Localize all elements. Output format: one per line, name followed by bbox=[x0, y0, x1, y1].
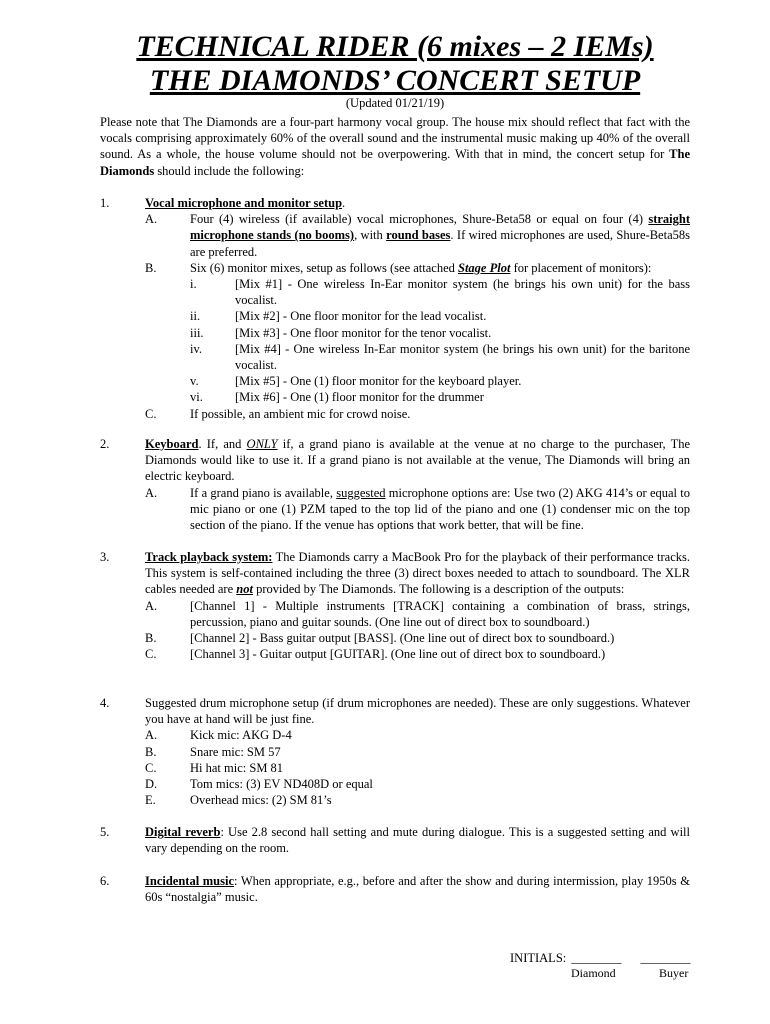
section-heading: Vocal microphone and monitor setup bbox=[145, 196, 343, 210]
section-number: 5. bbox=[100, 825, 110, 839]
list-item: B. Snare mic: SM 57 bbox=[145, 744, 281, 759]
list-item: A. Kick mic: AKG D-4 bbox=[145, 728, 292, 743]
list-item: A. [Channel 1] - Multiple instruments [TRACK] containing a combination of brass, strings, percussion, piano and guitar sounds. (One line out of direct box to soundboard.) bbox=[145, 598, 690, 629]
intro-paragraph: Please note that The Diamonds are a four-part harmony vocal group. The house mix should reflect that fact with the vocals comprising approximately 60% of the overall sound and the instrumental music making up 40% of the overall sound. As a whole, the house volume should not be overpowering. With that in mind, the concert setup for The Diamonds should include the following: bbox=[100, 115, 690, 178]
stage-plot-reference: Stage Plot bbox=[458, 260, 511, 275]
section-number: 4. bbox=[100, 696, 110, 710]
list-item: C. Hi hat mic: SM 81 bbox=[145, 760, 284, 775]
section-heading: Keyboard bbox=[145, 437, 199, 451]
list-item: D. Tom mics: (3) EV ND408D or equal bbox=[145, 777, 373, 792]
title-line-2: THE DIAMONDS’ CONCERT SETUP bbox=[149, 64, 641, 97]
title-line-1: TECHNICAL RIDER (6 mixes – 2 IEMs) bbox=[136, 30, 654, 63]
section-number: 2. bbox=[100, 437, 110, 451]
list-item: B. Six (6) monitor mixes, setup as follows (see attached Stage Plot for placement of monitors): bbox=[145, 260, 652, 275]
list-subitem: ii. [Mix #2] - One floor monitor for the lead vocalist. bbox=[190, 309, 487, 324]
section-track-playback: 3. Track playback system: The Diamonds carry a MacBook Pro for the playback of their performance tracks. This system is self-contained including the three (3) direct boxes needed to attach to soundboard. The XLR cables needed are not provided by The Diamonds. The following is a description of the outputs: A. [Channel 1] - Multiple instruments [TRACK] containing a combination of brass, strings, percussion, piano and guitar sounds. (One line out of direct box to soundboard.) B. [Channel 2] - Bass guitar output [BASS]. (One line out of direct box to soundboard.) C. [Channel 3] - Guitar output [GUITAR]. (One line out of direct box to soundboard.) bbox=[100, 550, 690, 662]
initials-line bbox=[510, 950, 691, 966]
initials-blank-buyer[interactable]: ________ bbox=[640, 951, 691, 965]
section-vocal-setup: 1. Vocal microphone and monitor setup. A. Four (4) wireless (if available) vocal microphones, Shure-Beta58 or equal on four (4) straight microphone stands (no booms), with round bases. If wired microphones are used, Shure-Beta58s are preferred. B. Six (6) monitor mixes, setup as follows (see attached Stage Plot for placement of monitors): i. [Mix #1] - One wireless In-Ear monitor system (he brings his own unit) for the bass vocalist. ii. [Mix #2] - One floor monitor for the lead vocalist. iii. [Mix #3] - One floor monitor for the tenor vocalist. iv. [Mix #4] - One wireless In-Ear monitor system (he brings his own unit) for the baritone vocalist. v. [Mix #5] - One (1) floor monitor for the keyboard player. vi. [Mix #6] - One (1) floor monitor for the drummer C. If possible, an ambient mic for crowd noise. bbox=[100, 196, 690, 421]
list-item: E. Overhead mics: (2) SM 81’s bbox=[145, 793, 332, 808]
list-item: A. Four (4) wireless (if available) vocal microphones, Shure-Beta58 or equal on four (4) straight microphone stands (no booms), with round bases. If wired microphones are used, Shure-Beta58s are preferred. bbox=[145, 212, 690, 259]
initials-blank-diamond[interactable]: ________ bbox=[571, 951, 622, 965]
intro-group-name: The Diamonds bbox=[100, 147, 690, 178]
initials-label: INITIALS: bbox=[510, 951, 567, 965]
list-item: C. [Channel 3] - Guitar output [GUITAR]. (One line out of direct box to soundboard.) bbox=[145, 647, 606, 662]
list-subitem: v. [Mix #5] - One (1) floor monitor for the keyboard player. bbox=[190, 374, 522, 389]
section-keyboard: 2. Keyboard. If, and ONLY if, a grand piano is available at the venue at no charge to the purchaser, The Diamonds would like to use it. If a grand piano is not available at the venue, The Diamonds will bring an electric keyboard. A. If a grand piano is available, suggested microphone options are: Use two (2) AKG 414’s or equal to mic piano or one (1) PZM taped to the top lid of the piano and one (1) condenser mic on the top section of the piano. If the venue has options that work better, that will be fine. bbox=[100, 437, 691, 533]
section-number: 1. bbox=[100, 196, 110, 210]
signature-label-diamond: Diamond bbox=[571, 966, 616, 980]
section-heading: Incidental music bbox=[145, 874, 235, 888]
section-heading: Track playback system: bbox=[145, 550, 273, 564]
list-subitem: iii. [Mix #3] - One floor monitor for the tenor vocalist. bbox=[190, 325, 492, 340]
section-heading: Digital reverb bbox=[145, 825, 221, 839]
section-number: 3. bbox=[100, 550, 110, 564]
section-number: 6. bbox=[100, 874, 110, 888]
list-item: A. If a grand piano is available, suggested microphone options are: Use two (2) AKG 414’s or equal to mic piano or one (1) PZM taped to the top lid of the piano and one (1) condenser mic on the top section of the piano. If the venue has options that work better, that will be fine. bbox=[145, 485, 690, 533]
section-digital-reverb: 5. Digital reverb: Use 2.8 second hall setting and mute during dialogue. This is a suggested setting and will vary depending on the room. bbox=[100, 825, 690, 856]
updated-date: (Updated 01/21/19) bbox=[345, 96, 445, 110]
section-incidental-music: 6. Incidental music: When appropriate, e.g., before and after the show and during intermission, play 1950s & 60s “nostalgia” music. bbox=[100, 874, 690, 905]
list-item: C. If possible, an ambient mic for crowd noise. bbox=[145, 406, 411, 421]
list-subitem: iv. [Mix #4] - One wireless In-Ear monitor system (he brings his own unit) for the baritone vocalist. bbox=[190, 341, 690, 373]
list-item: B. [Channel 2] - Bass guitar output [BASS]. (One line out of direct box to soundboard.) bbox=[145, 631, 615, 646]
signature-label-buyer: Buyer bbox=[659, 966, 689, 980]
section-drum-mics: 4. Suggested drum microphone setup (if drum microphones are needed). These are only suggestions. Whatever you have at hand will be just fine. A. Kick mic: AKG D-4 B. Snare mic: SM 57 C. Hi hat mic: SM 81 D. Tom mics: (3) EV ND408D or equal E. Overhead mics: (2) SM 81’s bbox=[100, 696, 690, 808]
list-subitem: i. [Mix #1] - One wireless In-Ear monitor system (he brings his own unit) for the bass vocalist. bbox=[190, 277, 690, 308]
list-subitem: vi. [Mix #6] - One (1) floor monitor for the drummer bbox=[190, 390, 484, 405]
